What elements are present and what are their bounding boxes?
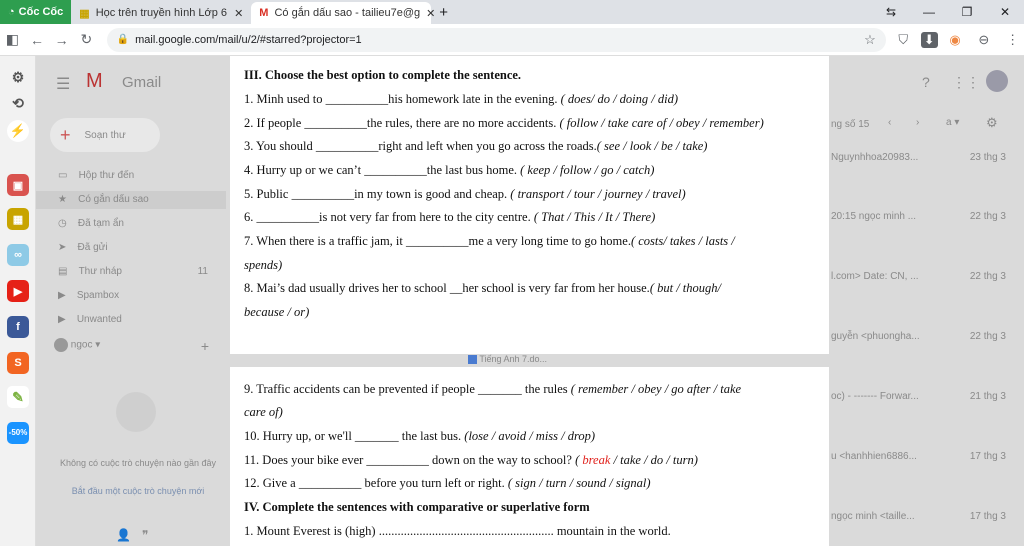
back-icon[interactable]: ← [30,31,44,48]
minimize-icon[interactable]: — [923,5,935,19]
send-icon: ➤ [58,242,67,253]
shield-icon[interactable]: ⛉ [898,31,909,47]
inbox-icon: ▭ [58,170,68,181]
sidebar-toggle-icon[interactable]: ◧ [5,31,19,47]
apps-grid-icon[interactable]: ⋮⋮ [952,74,980,90]
label-icon: ▶ [58,290,66,301]
document-page-2 [230,367,829,546]
table-row[interactable]: Nguynhhoa20983... 23 thg 3 [831,152,1006,163]
facebook-icon[interactable]: f [7,316,29,338]
nav-item-starred[interactable]: ★ Có gắn dấu sao [36,191,226,209]
menu-icon[interactable]: ⋮ [1006,31,1020,47]
draft-icon: ▤ [58,266,68,277]
tab-bar [0,0,1024,24]
nav-item-drafts[interactable]: ▤ Thư nháp 11 [58,266,208,277]
close-tab-icon[interactable]: ✕ [426,7,436,20]
prev-page-icon[interactable]: ‹ [888,117,892,128]
section-heading: III. Choose the best option to complete the sentence. [244,68,522,82]
profile-icon[interactable]: ⊖ [978,31,990,47]
browser-sidebar [0,56,36,546]
hangouts-placeholder-icon [116,392,156,432]
question-9: 9. Traffic accidents can be prevented if people _______ the rules ( remember / obey / go after / take [244,382,742,396]
favicon-icon: ▦ [79,7,90,20]
browser-brand[interactable]: ◔ Cốc Cốc [0,0,71,24]
tab-gmail-starred[interactable]: M Có gắn dấu sao - tailieu7e@g ✕ [251,2,431,24]
nav-item-snoozed[interactable]: ◷ Đã tạm ẩn [58,218,124,229]
pagination-text: ng số 15 [831,119,870,130]
close-tab-icon[interactable]: ✕ [234,7,244,20]
clock-icon: ◷ [58,218,67,229]
download-icon[interactable]: ⬇ [921,32,938,48]
history-icon[interactable]: ⟲ [12,94,24,111]
forward-icon[interactable]: → [54,31,69,48]
table-row[interactable]: l.com> Date: CN, ... 22 thg 3 [831,271,1006,282]
star-icon: ★ [58,194,67,205]
nav-item-spambox[interactable]: ▶ Spambox [58,290,120,301]
tab-hoc-tren-truyen-hinh[interactable]: ▦ Học trên truyền hình Lớp 6 ✕ [79,7,244,20]
messenger-icon[interactable]: ⚡ [7,120,29,142]
hangouts-icon[interactable]: ❞ [142,528,149,542]
account-avatar[interactable] [986,70,1008,92]
new-tab-button[interactable]: + [439,4,449,21]
extension-icon[interactable]: ◉ [949,31,961,47]
shopee-icon[interactable]: S [7,352,29,374]
compose-button[interactable]: + Soạn thư [50,118,160,152]
question-4: 4. Hurry up or we can’t __________the last bus home. ( keep / follow / go / catch) [244,163,655,177]
question-5: 5. Public __________in my town is good and cheap. ( transport / tour / journey / travel) [244,187,686,201]
table-row[interactable]: u <hanhhien6886... 17 thg 3 [831,451,1006,462]
question-6: 6. __________is not very far from here to the city centre. ( That / This / It / There) [244,210,656,224]
tiki-icon[interactable]: -50% [7,422,29,444]
table-row[interactable]: 20:15 ngọc minh ... 22 thg 3 [831,211,1006,222]
settings-icon[interactable]: ⚙ [11,68,25,85]
bookmark-star-icon[interactable]: ☆ [864,31,876,47]
gmail-favicon-icon: M [259,7,269,19]
question-7: 7. When there is a traffic jam, it __________me a very long time to go home.( costs/ takes / lasts / [244,234,735,248]
youtube-icon[interactable]: ▶ [7,280,29,302]
app-red-icon[interactable]: ▣ [7,174,29,196]
gmail-logo-icon: M [86,70,103,92]
question-3: 3. You should __________right and left when you go across the roads.( see / look / be / take) [244,139,708,153]
url-text: mail.google.com/mail/u/2/#starred?projector=1 [135,33,362,46]
attachment-chip[interactable]: Tiếng Anh 7.do... [468,354,547,364]
question-11: 11. Does your bike ever __________ down on the way to school? ( break / take / do / turn) [244,453,698,467]
input-tools-icon[interactable]: a ▾ [946,117,960,128]
app-blue-icon[interactable]: ∞ [7,244,29,266]
question-12: 12. Give a __________ before you turn left or right. ( sign / turn / sound / signal) [244,476,651,490]
browser-toolbar [0,24,1024,56]
lock-icon: 🔒 [116,34,130,45]
next-page-icon[interactable]: › [916,117,920,128]
hangouts-account[interactable]: ngoc ▾ + [54,338,209,352]
tab-search-icon[interactable]: ⇆ [885,5,897,19]
nav-item-sent[interactable]: ➤ Đã gửi [58,242,108,253]
question-9-continued: care of) [244,405,283,419]
chat-empty-text: Không có cuộc trò chuyện nào gần đây [59,458,217,468]
address-bar[interactable] [107,28,886,52]
nav-item-unwanted[interactable]: ▶ Unwanted [58,314,122,325]
coccoc-logo-icon: ◔ [8,6,15,18]
person-icon[interactable]: 👤 [116,528,131,542]
section-heading: IV. Complete the sentences with comparative or superlative form [244,500,590,514]
gmail-wordmark: Gmail [122,74,162,91]
document-page-1 [230,56,829,354]
word-doc-icon [468,355,477,364]
question-1: 1. Minh used to __________his homework late in the evening. ( does/ do / doing / did) [244,92,678,106]
table-row[interactable]: ngọc minh <taille... 17 thg 3 [831,511,1006,522]
app-green-icon[interactable]: ✎ [7,386,29,408]
chat-start-link[interactable]: Bắt đầu một cuộc trò chuyện mới [71,486,205,496]
nav-item-inbox[interactable]: ▭ Hộp thư đến [58,170,135,181]
maximize-icon[interactable]: ❐ [961,5,973,19]
window-controls [872,0,1024,24]
add-chat-icon[interactable]: + [200,338,209,354]
question-7-continued: spends) [244,258,283,272]
close-window-icon[interactable]: ✕ [999,5,1011,19]
app-yellow-icon[interactable]: ▦ [7,208,29,230]
avatar [54,338,68,352]
main-menu-icon[interactable]: ☰ [56,76,71,93]
question-8: 8. Mai’s dad usually drives her to school __her school is very far from her house.( but / though/ [244,281,721,295]
question-10: 10. Hurry up, or we'll _______ the last bus. (lose / avoid / miss / drop) [244,429,596,443]
reload-icon[interactable]: ↻ [80,31,93,47]
help-icon[interactable]: ? [922,74,930,90]
question-2: 2. If people __________the rules, there are no more accidents. ( follow / take care of / obey / remember) [244,116,764,130]
label-icon: ▶ [58,314,66,325]
settings-gear-icon[interactable]: ⚙ [986,115,998,130]
table-row[interactable]: guyễn <phuongha... 22 thg 3 [831,331,1006,342]
sentence-1: 1. Mount Everest is (high) ........................................................ mountain in the world. [244,524,671,538]
table-row[interactable]: oc) - ------- Forwar... 21 thg 3 [831,391,1006,402]
plus-icon: + [60,124,71,145]
question-8-continued: because / or) [244,305,310,319]
